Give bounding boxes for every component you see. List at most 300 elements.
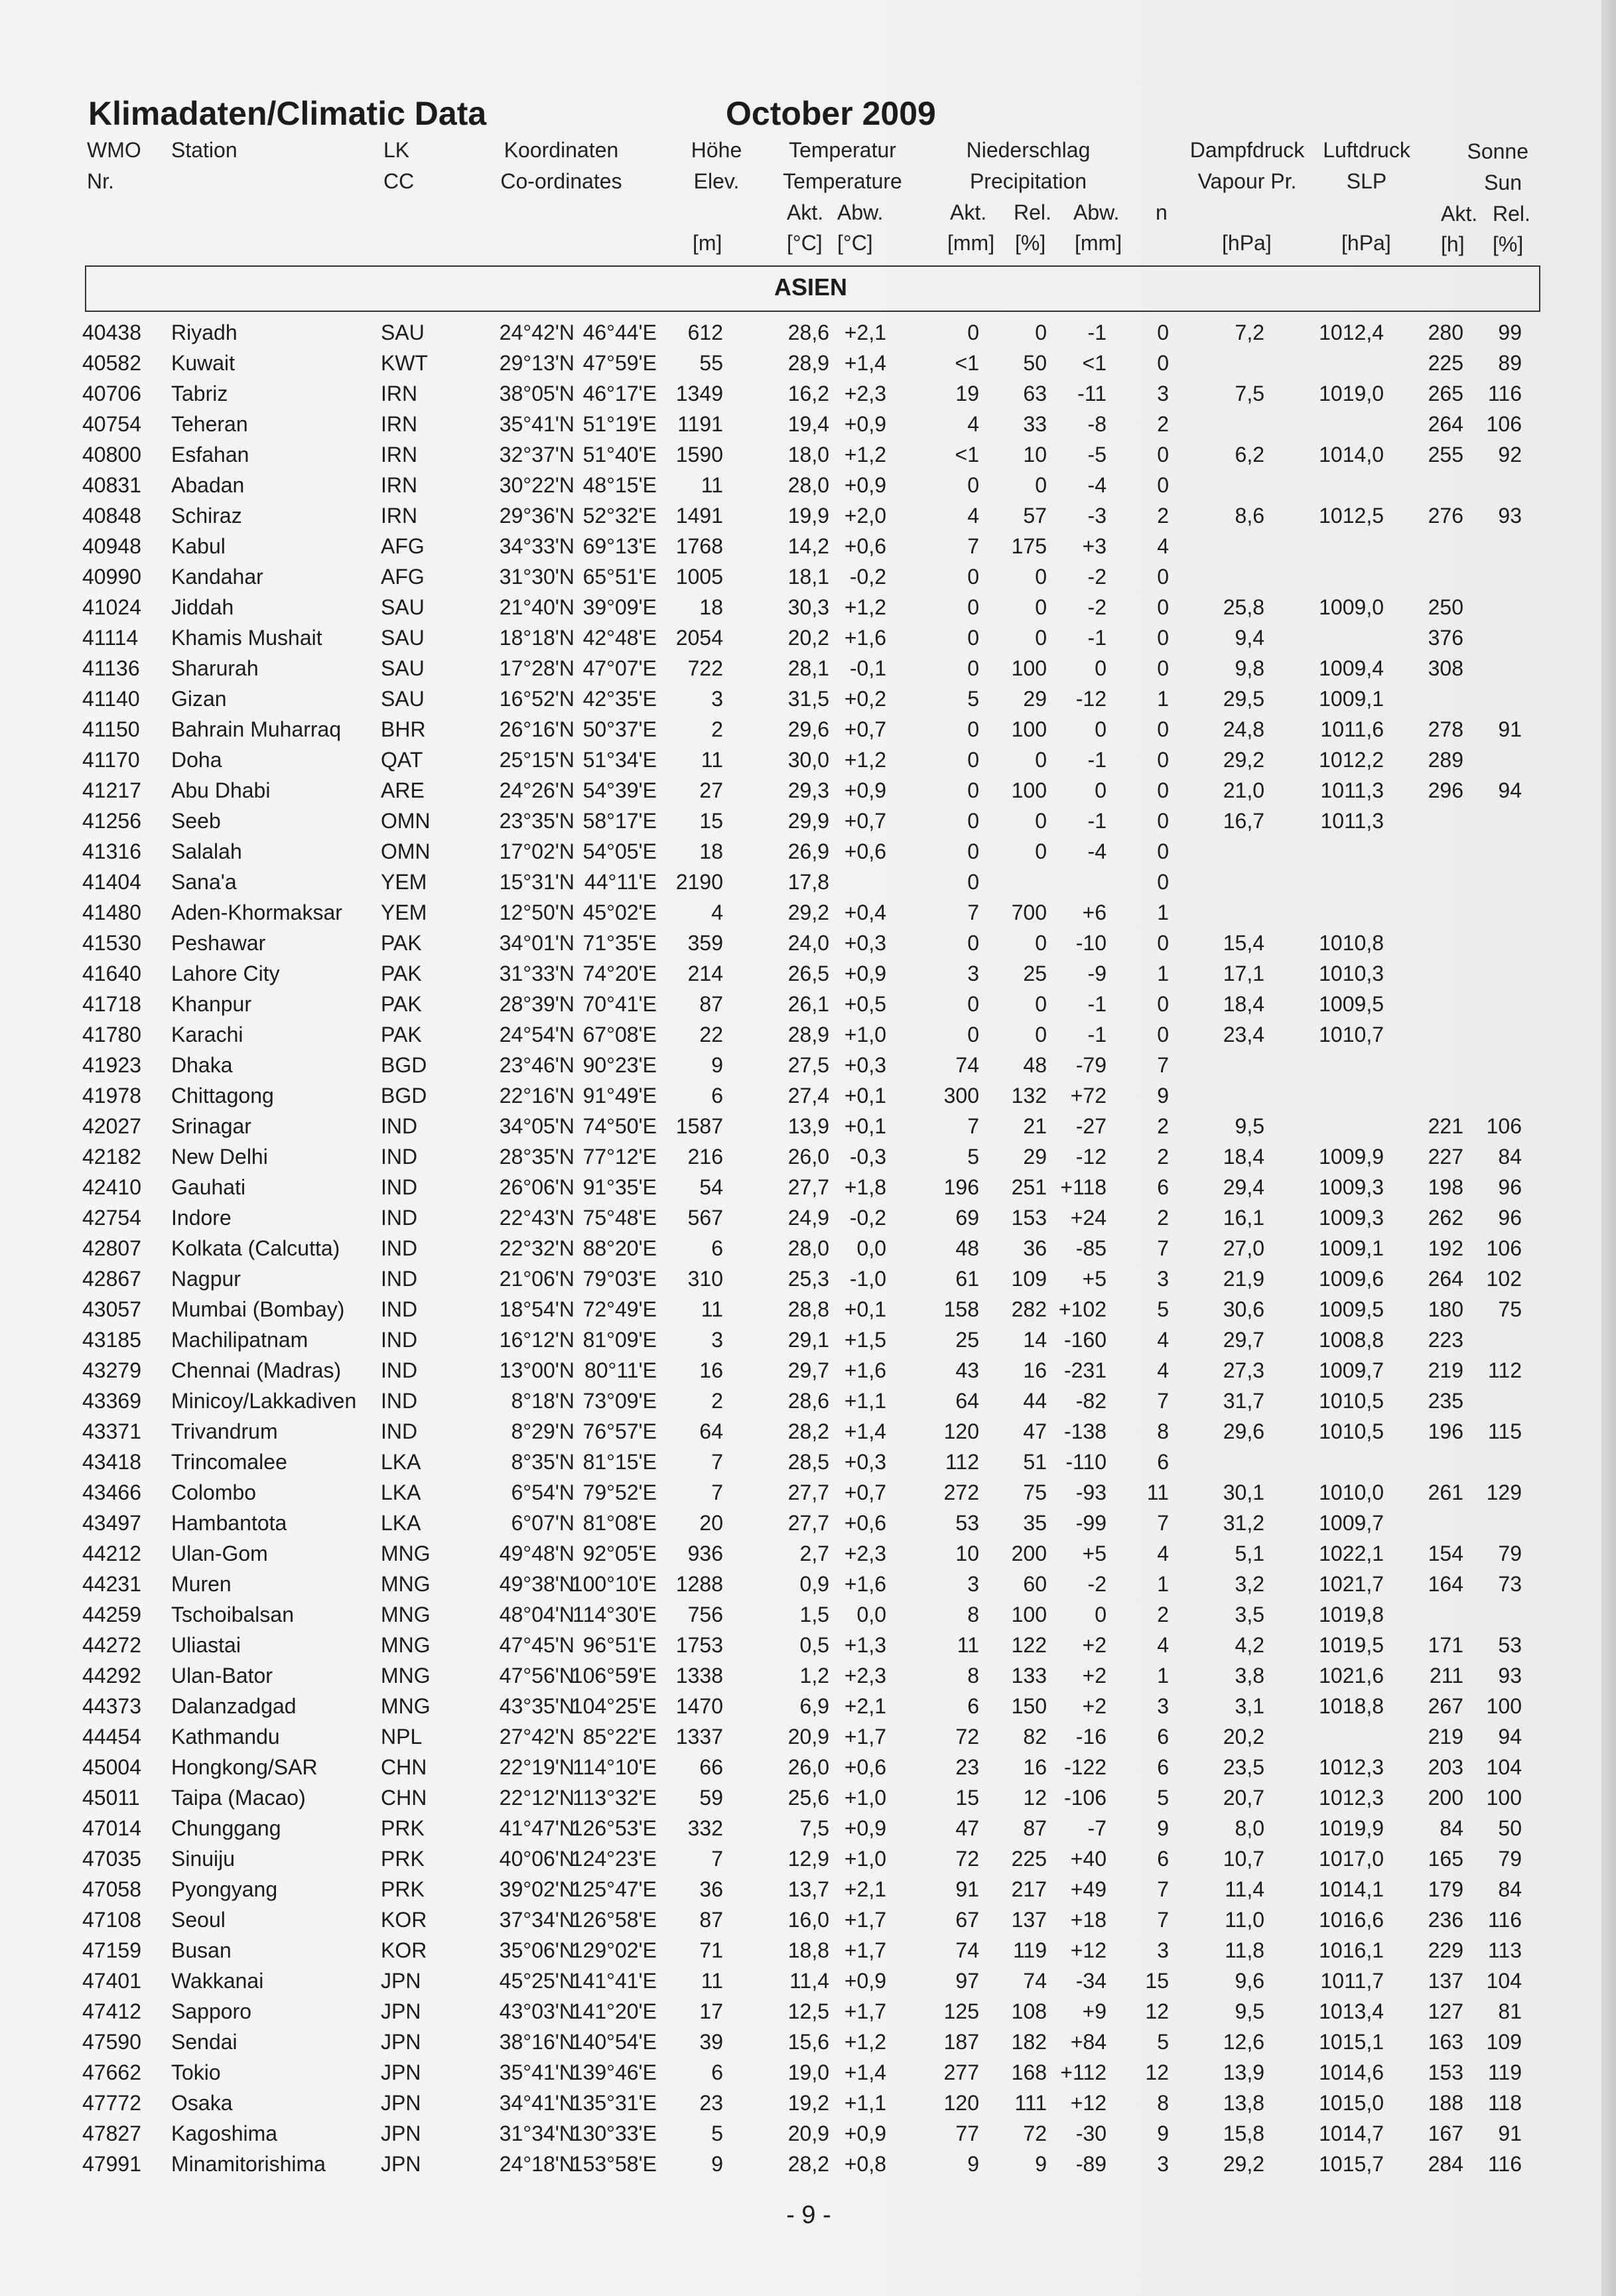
cell-wmo: 40848 <box>82 504 141 528</box>
cell-elevation: 87 <box>699 992 723 1016</box>
cell-precip: 277 <box>943 2060 979 2084</box>
cell-temp: 20,9 <box>787 1725 829 1749</box>
cell-latitude: 37°34'N <box>499 1908 574 1932</box>
cell-vapour: 11,0 <box>1225 1908 1264 1932</box>
cell-country: IND <box>381 1358 418 1382</box>
cell-elevation: 722 <box>687 656 723 680</box>
cell-precip: 72 <box>955 1847 979 1871</box>
cell-longitude: 100°10'E <box>571 1572 657 1596</box>
cell-precip-days: 12 <box>1145 2060 1169 2084</box>
cell-precip-days: 5 <box>1157 2030 1169 2054</box>
cell-wmo: 41404 <box>82 870 141 894</box>
cell-sun-rel: 73 <box>1498 1572 1522 1596</box>
cell-precip: 0 <box>967 778 979 802</box>
cell-station: Abadan <box>171 473 245 497</box>
cell-precip: 48 <box>955 1236 979 1260</box>
cell-precip-dev: -1 <box>1087 626 1107 650</box>
cell-longitude: 91°35'E <box>582 1175 657 1199</box>
cell-precip-dev: +49 <box>1070 1877 1107 1901</box>
cell-sun-rel: 100 <box>1486 1786 1522 1810</box>
cell-temp: 18,8 <box>787 1938 829 1962</box>
cell-elevation: 332 <box>687 1816 723 1840</box>
cell-sun-hours: 262 <box>1428 1206 1463 1230</box>
cell-latitude: 21°06'N <box>499 1267 574 1291</box>
cell-slp: 1009,1 <box>1319 1236 1384 1260</box>
cell-sun-rel: 115 <box>1487 1419 1522 1443</box>
cell-wmo: 42410 <box>82 1175 141 1199</box>
cell-sun-hours: 264 <box>1428 1267 1463 1291</box>
cell-slp: 1010,3 <box>1319 962 1384 985</box>
cell-precip: 0 <box>967 565 979 589</box>
cell-temp: 1,5 <box>799 1603 829 1626</box>
cell-temp: 14,2 <box>787 534 829 558</box>
cell-latitude: 29°36'N <box>499 504 574 528</box>
cell-vapour: 3,5 <box>1235 1603 1264 1626</box>
cell-precip-days: 2 <box>1157 1114 1169 1138</box>
table-row <box>0 2027 1616 2058</box>
cell-latitude: 27°42'N <box>499 1725 574 1749</box>
cell-temp-dev: +0,2 <box>844 687 886 711</box>
cell-sun-rel: 106 <box>1486 412 1522 436</box>
cell-temp: 12,9 <box>787 1847 829 1871</box>
cell-elevation: 11 <box>701 748 723 772</box>
cell-temp-dev: +2,1 <box>844 321 886 344</box>
header-unit-hpa1: [hPa] <box>1222 231 1272 255</box>
cell-elevation: 36 <box>699 1877 723 1901</box>
cell-precip: 0 <box>967 839 979 863</box>
cell-elevation: 27 <box>699 778 723 802</box>
table-row <box>0 409 1616 440</box>
cell-sun-rel: 96 <box>1498 1175 1522 1199</box>
cell-sun-hours: 225 <box>1428 351 1463 375</box>
cell-precip-rel: 36 <box>1023 1236 1047 1260</box>
cell-precip-dev: +9 <box>1082 1999 1107 2023</box>
cell-precip-dev: -1 <box>1087 992 1107 1016</box>
cell-precip: 11 <box>957 1633 979 1657</box>
cell-wmo: 41136 <box>82 656 140 680</box>
cell-precip-dev: +2 <box>1082 1633 1107 1657</box>
cell-vapour: 31,7 <box>1223 1389 1264 1413</box>
cell-vapour: 8,0 <box>1235 1816 1264 1840</box>
table-row <box>0 2149 1616 2180</box>
table-row <box>0 1081 1616 1112</box>
cell-sun-rel: 84 <box>1498 1145 1522 1169</box>
cell-precip-dev: -2 <box>1087 595 1107 619</box>
cell-precip: 64 <box>955 1389 979 1413</box>
cell-precip-rel: 16 <box>1023 1358 1047 1382</box>
cell-sun-hours: 265 <box>1428 382 1463 405</box>
cell-temp: 19,9 <box>787 504 829 528</box>
cell-elevation: 11 <box>701 1297 723 1321</box>
cell-sun-rel: 94 <box>1498 1725 1522 1749</box>
cell-precip: 9 <box>967 2152 979 2176</box>
cell-elevation: 1337 <box>675 1725 723 1749</box>
cell-precip-dev: -2 <box>1087 565 1107 589</box>
cell-precip: 77 <box>955 2121 979 2145</box>
cell-slp: 1012,2 <box>1319 748 1384 772</box>
cell-latitude: 26°06'N <box>499 1175 574 1199</box>
cell-latitude: 18°54'N <box>499 1297 574 1321</box>
cell-precip-dev: -85 <box>1075 1236 1107 1260</box>
cell-temp-dev: +0,1 <box>844 1297 886 1321</box>
header-hoehe: Höhe <box>691 138 742 162</box>
cell-station: Machilipatnam <box>171 1328 308 1352</box>
cell-sun-hours: 164 <box>1428 1572 1463 1596</box>
table-row <box>0 532 1616 562</box>
cell-station: Kolkata (Calcutta) <box>171 1236 340 1260</box>
cell-temp-dev: +0,9 <box>844 778 886 802</box>
cell-longitude: 140°54'E <box>571 2030 657 2054</box>
cell-sun-hours: 236 <box>1428 1908 1463 1932</box>
cell-temp-dev: +1,5 <box>844 1328 886 1352</box>
header-nr: Nr. <box>87 169 114 193</box>
cell-latitude: 28°39'N <box>499 992 574 1016</box>
cell-precip: 0 <box>967 1023 979 1046</box>
cell-vapour: 30,6 <box>1223 1297 1264 1321</box>
cell-elevation: 39 <box>699 2030 723 2054</box>
table-row <box>0 1478 1616 1508</box>
cell-elevation: 216 <box>687 1145 723 1169</box>
cell-sun-hours: 255 <box>1428 443 1463 466</box>
header-precip-rel: Rel. <box>1014 200 1051 224</box>
cell-country: YEM <box>381 870 427 894</box>
cell-elevation: 2 <box>711 717 723 741</box>
cell-sun-hours: 180 <box>1428 1297 1463 1321</box>
cell-sun-rel: 92 <box>1498 443 1522 466</box>
cell-precip-dev: -7 <box>1087 1816 1107 1840</box>
cell-temp: 1,2 <box>799 1664 829 1687</box>
cell-wmo: 43057 <box>82 1297 141 1321</box>
header-unit-pct2: [%] <box>1493 232 1524 256</box>
cell-temp-dev: +1,1 <box>844 2091 886 2115</box>
report-period: October 2009 <box>726 95 936 132</box>
cell-precip-days: 0 <box>1157 1023 1169 1046</box>
cell-temp-dev: +0,7 <box>844 1480 886 1504</box>
cell-slp: 1009,1 <box>1319 687 1384 711</box>
cell-sun-rel: 113 <box>1487 1938 1522 1962</box>
cell-precip-rel: 51 <box>1023 1450 1047 1474</box>
cell-slp: 1019,9 <box>1319 1816 1384 1840</box>
cell-precip: 61 <box>955 1267 979 1291</box>
header-koordinaten: Koordinaten <box>504 138 619 162</box>
cell-precip: <1 <box>955 351 979 375</box>
cell-latitude: 16°52'N <box>499 687 574 711</box>
cell-sun-rel: 116 <box>1487 2152 1522 2176</box>
cell-temp-dev: +1,0 <box>844 1847 886 1871</box>
section-title: ASIEN <box>774 273 848 301</box>
cell-sun-hours: 154 <box>1428 1542 1463 1565</box>
cell-wmo: 45004 <box>82 1755 141 1779</box>
cell-precip-days: 0 <box>1157 717 1169 741</box>
cell-precip: 47 <box>955 1816 979 1840</box>
cell-longitude: 54°05'E <box>582 839 657 863</box>
cell-precip-days: 2 <box>1157 504 1169 528</box>
cell-longitude: 46°17'E <box>582 382 657 405</box>
cell-country: MNG <box>381 1694 431 1718</box>
cell-longitude: 47°59'E <box>582 351 657 375</box>
header-temp-abw: Abw. <box>837 200 884 224</box>
cell-station: Busan <box>171 1938 232 1962</box>
cell-precip: 7 <box>967 534 979 558</box>
cell-longitude: 51°40'E <box>582 443 657 466</box>
cell-station: Dalanzadgad <box>171 1694 297 1718</box>
cell-precip-rel: 108 <box>1011 1999 1047 2023</box>
cell-temp: 28,2 <box>787 2152 829 2176</box>
cell-elevation: 1491 <box>675 504 723 528</box>
cell-station: Seoul <box>171 1908 226 1932</box>
cell-vapour: 29,7 <box>1223 1328 1264 1352</box>
cell-precip-days: 0 <box>1157 565 1169 589</box>
cell-station: Hambantota <box>171 1511 287 1535</box>
cell-temp-dev: +2,1 <box>844 1694 886 1718</box>
cell-latitude: 16°12'N <box>499 1328 574 1352</box>
cell-latitude: 40°06'N <box>499 1847 574 1871</box>
cell-precip-days: 3 <box>1157 1694 1169 1718</box>
table-row <box>0 806 1616 837</box>
cell-country: JPN <box>381 2152 421 2176</box>
cell-wmo: 40582 <box>82 351 141 375</box>
cell-temp: 17,8 <box>787 870 829 894</box>
cell-sun-rel: 79 <box>1498 1542 1522 1565</box>
cell-vapour: 10,7 <box>1223 1847 1264 1871</box>
cell-elevation: 7 <box>711 1480 723 1504</box>
cell-country: JPN <box>381 2121 421 2145</box>
cell-precip: 74 <box>955 1053 979 1077</box>
cell-vapour: 15,8 <box>1223 2121 1264 2145</box>
cell-precip-days: 8 <box>1157 1419 1169 1443</box>
cell-longitude: 54°39'E <box>582 778 657 802</box>
cell-elevation: 1349 <box>675 382 723 405</box>
cell-latitude: 34°41'N <box>499 2091 574 2115</box>
cell-precip: 91 <box>955 1877 979 1901</box>
cell-precip-rel: 57 <box>1023 504 1047 528</box>
cell-precip: 72 <box>955 1725 979 1749</box>
cell-elevation: 15 <box>699 809 723 833</box>
cell-latitude: 21°40'N <box>499 595 574 619</box>
header-luftdruck: Luftdruck <box>1323 138 1410 162</box>
cell-country: MNG <box>381 1633 431 1657</box>
cell-temp: 27,7 <box>787 1480 829 1504</box>
cell-sun-hours: 267 <box>1428 1694 1463 1718</box>
cell-slp: 1009,6 <box>1319 1267 1384 1291</box>
cell-precip-days: 7 <box>1157 1908 1169 1932</box>
table-row <box>0 1844 1616 1875</box>
header-temperature: Temperature <box>783 169 902 193</box>
cell-temp: 18,1 <box>787 565 829 589</box>
cell-precip-days: 4 <box>1157 1328 1169 1352</box>
cell-temp-dev: +0,1 <box>844 1114 886 1138</box>
cell-elevation: 18 <box>699 595 723 619</box>
cell-temp-dev: +0,6 <box>844 534 886 558</box>
cell-station: Gauhati <box>171 1175 246 1199</box>
cell-vapour: 18,4 <box>1223 992 1264 1016</box>
cell-sun-rel: 94 <box>1498 778 1522 802</box>
table-row <box>0 1905 1616 1936</box>
cell-station: Peshawar <box>171 931 266 955</box>
cell-precip-dev: 0 <box>1095 778 1107 802</box>
cell-precip-rel: 182 <box>1011 2030 1047 2054</box>
cell-temp: 29,2 <box>787 900 829 924</box>
cell-wmo: 43497 <box>82 1511 141 1535</box>
cell-precip-rel: 100 <box>1011 717 1047 741</box>
cell-wmo: 42182 <box>82 1145 141 1169</box>
cell-sun-hours: 219 <box>1428 1725 1463 1749</box>
cell-longitude: 77°12'E <box>582 1145 657 1169</box>
cell-country: IND <box>381 1419 418 1443</box>
cell-longitude: 79°03'E <box>582 1267 657 1291</box>
cell-precip-dev: +118 <box>1060 1175 1107 1199</box>
cell-country: CHN <box>381 1755 427 1779</box>
cell-station: Kabul <box>171 534 226 558</box>
cell-latitude: 24°26'N <box>499 778 574 802</box>
cell-sun-rel: 112 <box>1487 1358 1522 1382</box>
cell-longitude: 96°51'E <box>582 1633 657 1657</box>
cell-sun-hours: 211 <box>1429 1664 1463 1687</box>
cell-temp: 28,1 <box>787 656 829 680</box>
table-row <box>0 1783 1616 1814</box>
cell-precip-rel: 119 <box>1012 1938 1047 1962</box>
cell-precip-dev: -89 <box>1075 2152 1107 2176</box>
cell-precip-days: 1 <box>1157 1572 1169 1596</box>
header-unit-c2: [°C] <box>837 231 873 255</box>
cell-precip-rel: 10 <box>1023 443 1047 466</box>
cell-temp-dev: +2,0 <box>844 504 886 528</box>
cell-precip-rel: 75 <box>1023 1480 1047 1504</box>
cell-temp: 6,9 <box>799 1694 829 1718</box>
cell-station: Ulan-Bator <box>171 1664 273 1687</box>
cell-wmo: 43185 <box>82 1328 141 1352</box>
cell-longitude: 126°53'E <box>571 1816 657 1840</box>
header-vapour-pressure: Vapour Pr. <box>1197 169 1297 193</box>
cell-country: PAK <box>381 962 422 985</box>
cell-sun-rel: 93 <box>1498 1664 1522 1687</box>
cell-precip-rel: 168 <box>1011 2060 1047 2084</box>
cell-precip-rel: 0 <box>1035 565 1047 589</box>
cell-country: KOR <box>381 1908 427 1932</box>
cell-elevation: 1005 <box>675 565 723 589</box>
cell-wmo: 40754 <box>82 412 141 436</box>
cell-precip-days: 0 <box>1157 595 1169 619</box>
cell-precip-dev: 0 <box>1095 717 1107 741</box>
cell-precip-rel: 82 <box>1023 1725 1047 1749</box>
cell-station: Esfahan <box>171 443 249 466</box>
cell-precip-rel: 111 <box>1014 2091 1047 2115</box>
cell-sun-hours: 163 <box>1428 2030 1463 2054</box>
cell-slp: 1018,8 <box>1319 1694 1384 1718</box>
cell-wmo: 47772 <box>82 2091 141 2115</box>
cell-wmo: 41140 <box>82 687 140 711</box>
cell-sun-hours: 137 <box>1428 1969 1463 1993</box>
cell-temp-dev: -0,2 <box>849 565 886 589</box>
cell-precip: 0 <box>967 809 979 833</box>
cell-precip-rel: 700 <box>1011 900 1047 924</box>
cell-sun-rel: 81 <box>1498 1999 1522 2023</box>
cell-longitude: 85°22'E <box>582 1725 657 1749</box>
cell-precip-dev: -34 <box>1075 1969 1107 1993</box>
cell-precip-rel: 100 <box>1011 656 1047 680</box>
cell-country: PRK <box>381 1877 425 1901</box>
cell-station: Seeb <box>171 809 221 833</box>
cell-station: Sinuiju <box>171 1847 236 1871</box>
cell-longitude: 52°32'E <box>582 504 657 528</box>
cell-temp-dev: +1,4 <box>844 2060 886 2084</box>
table-row <box>0 1814 1616 1844</box>
cell-wmo: 47991 <box>82 2152 141 2176</box>
cell-latitude: 17°02'N <box>499 839 574 863</box>
cell-latitude: 35°06'N <box>499 1938 574 1962</box>
cell-slp: 1009,4 <box>1319 656 1384 680</box>
cell-station: Khanpur <box>171 992 251 1016</box>
cell-country: JPN <box>381 1969 421 1993</box>
cell-precip-rel: 100 <box>1011 1603 1047 1626</box>
table-row <box>0 1295 1616 1325</box>
cell-precip-dev: -82 <box>1075 1389 1107 1413</box>
cell-temp-dev: -0,2 <box>849 1206 886 1230</box>
cell-precip: 196 <box>943 1175 979 1199</box>
cell-longitude: 75°48'E <box>582 1206 657 1230</box>
cell-elevation: 2054 <box>675 626 723 650</box>
cell-elevation: 16 <box>699 1358 723 1382</box>
cell-precip: <1 <box>955 443 979 466</box>
header-slp: SLP <box>1346 169 1387 193</box>
cell-longitude: 73°09'E <box>582 1389 657 1413</box>
cell-precip-rel: 0 <box>1035 473 1047 497</box>
cell-elevation: 11 <box>701 1969 723 1993</box>
cell-station: Colombo <box>171 1480 257 1504</box>
cell-temp: 25,3 <box>787 1267 829 1291</box>
cell-latitude: 18°18'N <box>499 626 574 650</box>
cell-temp-dev: +1,0 <box>844 1786 886 1810</box>
cell-temp: 28,5 <box>787 1450 829 1474</box>
cell-precip-rel: 109 <box>1011 1267 1047 1291</box>
cell-latitude: 35°41'N <box>499 412 574 436</box>
cell-vapour: 29,4 <box>1223 1175 1264 1199</box>
cell-country: JPN <box>381 2091 421 2115</box>
cell-precip-rel: 200 <box>1011 1542 1047 1565</box>
cell-precip-days: 7 <box>1157 1053 1169 1077</box>
cell-station: Jiddah <box>171 595 234 619</box>
cell-precip-days: 1 <box>1157 900 1169 924</box>
cell-vapour: 9,5 <box>1235 1114 1264 1138</box>
cell-precip-days: 4 <box>1157 1633 1169 1657</box>
cell-longitude: 79°52'E <box>582 1480 657 1504</box>
cell-precip-days: 0 <box>1157 748 1169 772</box>
cell-country: MNG <box>381 1542 431 1565</box>
table-row <box>0 1447 1616 1478</box>
cell-sun-rel: 84 <box>1498 1877 1522 1901</box>
cell-vapour: 27,0 <box>1223 1236 1264 1260</box>
table-row <box>0 1173 1616 1203</box>
cell-precip: 120 <box>943 1419 979 1443</box>
cell-vapour: 17,1 <box>1223 962 1264 985</box>
cell-vapour: 21,0 <box>1223 778 1264 802</box>
cell-latitude: 26°16'N <box>499 717 574 741</box>
cell-wmo: 43369 <box>82 1389 141 1413</box>
cell-precip-rel: 44 <box>1023 1389 1047 1413</box>
cell-country: IRN <box>381 412 418 436</box>
cell-temp: 28,0 <box>787 1236 829 1260</box>
cell-longitude: 113°32'E <box>572 1786 657 1810</box>
cell-latitude: 34°33'N <box>499 534 574 558</box>
cell-vapour: 13,8 <box>1223 2091 1264 2115</box>
cell-precip-days: 3 <box>1157 1938 1169 1962</box>
cell-longitude: 139°46'E <box>571 2060 657 2084</box>
cell-sun-hours: 127 <box>1428 1999 1463 2023</box>
cell-temp-dev: +1,7 <box>844 1999 886 2023</box>
cell-precip-rel: 14 <box>1023 1328 1047 1352</box>
cell-precip: 187 <box>943 2030 979 2054</box>
cell-country: MNG <box>381 1603 431 1626</box>
